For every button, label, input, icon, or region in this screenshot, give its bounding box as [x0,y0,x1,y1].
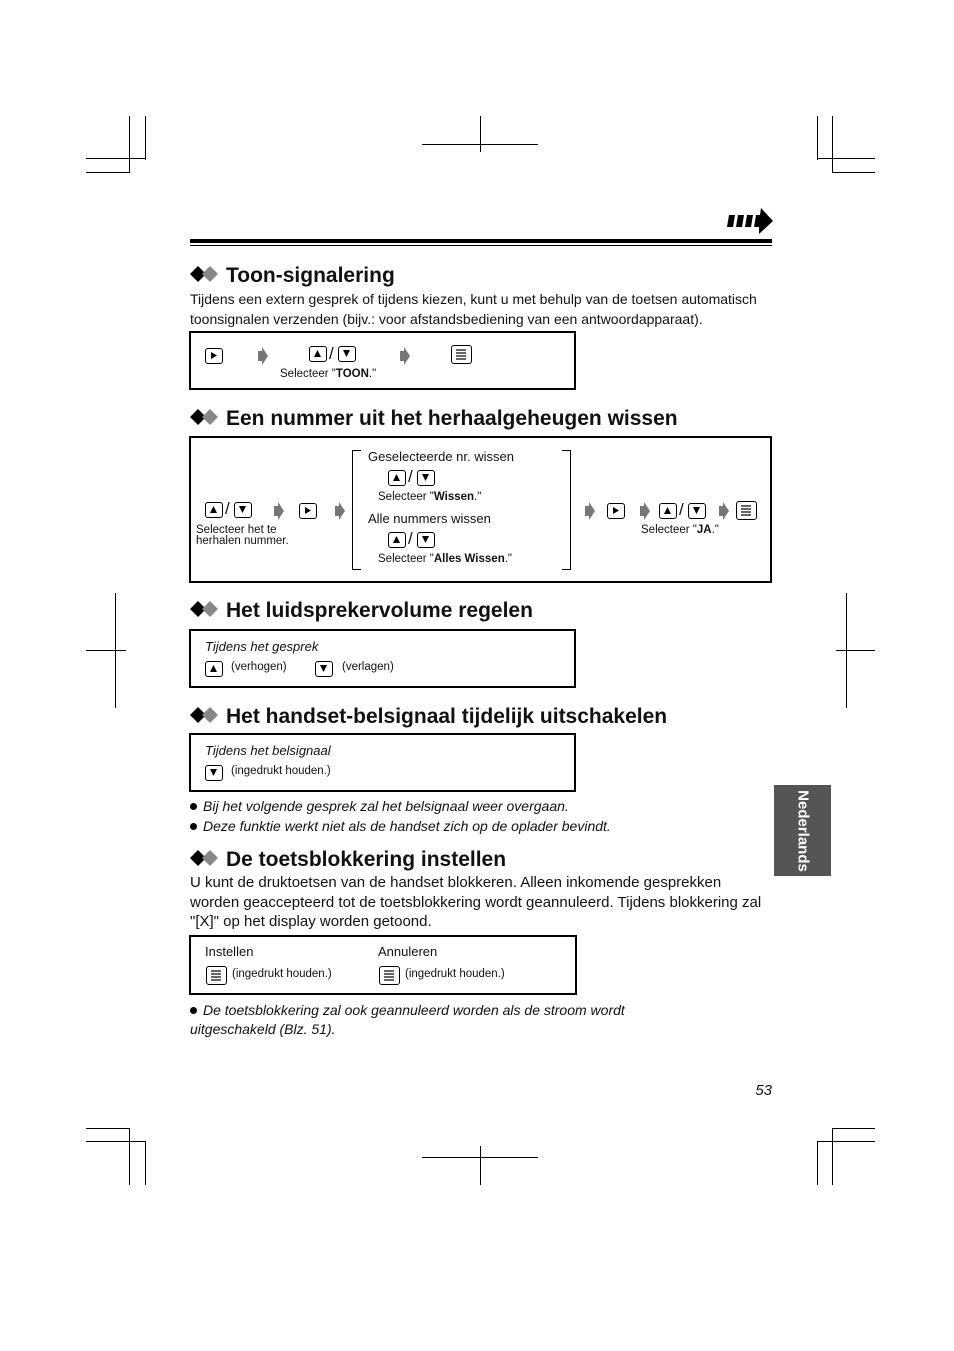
blokkering-description: U kunt de druktoetsen van de handset blokkeren. Alleen inkomende gesprekken worden geaccepteerd tot de toetsblokkering wordt geannuleerd. Tijdens blokkering zal "[X]" op het display worden getoond. [190,874,762,930]
crop-mark [832,1128,833,1185]
crop-mark [86,158,146,159]
slash: / [225,499,230,518]
crop-mark [86,172,130,173]
step-arrow-icon [272,502,284,525]
up-key-icon [388,532,406,548]
volume-up-label: (verhogen) [231,661,287,673]
crop-mark [145,116,146,160]
step-arrow-icon [256,347,268,370]
down-key-icon [234,502,252,518]
header-rule [190,239,772,243]
step-arrow-icon [333,502,345,525]
section-title-text: De toetsblokkering instellen [226,848,507,871]
crop-mark [86,650,126,651]
crop-mark [817,158,875,159]
blokkering-set-label: Instellen [205,944,254,959]
crop-mark [129,1128,130,1185]
header-rule-thin [190,245,772,246]
diamond-icon [190,601,218,617]
step-arrow-icon [717,502,729,525]
diamond-icon [190,409,218,425]
crop-mark [480,1146,481,1185]
right-key-icon [607,503,625,519]
slash: / [329,344,334,363]
section-title-blokkering [190,848,506,872]
crop-mark [817,116,818,160]
down-key-icon [338,346,356,362]
slash: / [679,500,684,519]
wissen-option2-caption: Selecteer "Alles Wissen." [378,553,512,565]
menu-key-icon [451,345,472,364]
crop-mark [480,116,481,152]
page-number: 53 [755,1082,772,1099]
bracket-right [562,450,571,570]
language-side-tab [774,785,831,876]
down-key-icon [417,470,435,486]
up-key-icon [388,470,406,486]
up-key-icon [309,346,327,362]
up-key-icon [659,503,677,519]
belsignaal-note-2: Deze funktie werkt niet als de handset zich op de oplader bevindt. [190,818,611,834]
wissen-option2-label: Alle nummers wissen [368,511,491,526]
language-side-tab-label: Nederlands [794,789,811,872]
wissen-right-caption: Selecteer "JA." [641,524,719,536]
belsignaal-hold-label: (ingedrukt houden.) [231,765,331,777]
crop-mark [832,1128,875,1129]
slash: / [408,529,413,548]
crop-mark [145,1141,146,1185]
section-title-wissen [190,407,678,431]
crop-mark [836,650,875,651]
wissen-option1-caption: Selecteer "Wissen." [378,491,482,503]
right-key-icon [299,503,317,519]
section-title-text: Het luidsprekervolume regelen [226,599,533,622]
volume-down-label: (verlagen) [342,661,394,673]
menu-key-icon [379,966,400,985]
right-key-icon [205,348,223,364]
blokkering-note: De toetsblokkering zal ook geannuleerd worden als de stroom wordt uitgeschakeld (Blz. 51). [190,1002,625,1037]
crop-mark [832,116,833,172]
volume-context: Tijdens het gesprek [205,639,319,654]
step-arrow-icon [583,502,595,525]
menu-key-icon [736,501,757,520]
toon-caption: Selecteer "TOON." [280,368,377,380]
crop-mark [817,1141,875,1142]
volume-box [189,629,576,688]
crop-mark [86,1128,130,1129]
down-key-icon [417,532,435,548]
section-title-text: Het handset-belsignaal tijdelijk uitschakelen [226,705,668,728]
wissen-option1-label: Geselecteerde nr. wissen [368,449,514,464]
section-title-belsignaal [190,705,667,729]
section-title-toon [190,264,395,288]
step-arrow-icon [638,502,650,525]
slash: / [408,467,413,486]
toon-description: Tijdens een extern gesprek of tijdens kiezen, kunt u met behulp van de toetsen automatisch toonsignalen verzenden (bijv.: voor afstandsbediening van een antwoordapparaat). [190,291,757,327]
blokkering-set-hold: (ingedrukt houden.) [232,968,332,980]
crop-mark [86,1141,146,1142]
blokkering-cancel-hold: (ingedrukt houden.) [405,968,505,980]
step-arrow-icon [398,347,410,370]
up-key-icon [205,502,223,518]
wissen-left-caption: Selecteer het te herhalen nummer. [196,524,289,547]
diamond-icon [190,266,218,282]
down-key-icon [205,765,223,781]
bracket-left [352,450,361,570]
belsignaal-note-1: Bij het volgende gesprek zal het belsignaal weer overgaan. [190,798,569,814]
menu-key-icon [206,966,227,985]
belsignaal-context: Tijdens het belsignaal [205,743,331,758]
belsignaal-box [189,733,576,792]
continue-arrow-icon [727,207,773,240]
up-key-icon [205,661,223,677]
blokkering-cancel-label: Annuleren [378,944,438,959]
diamond-icon [190,850,218,866]
section-title-text: Toon-signalering [226,264,395,287]
toon-procedure-box [189,331,576,390]
crop-mark [817,1141,818,1185]
crop-mark [129,116,130,172]
down-key-icon [315,661,333,677]
down-key-icon [688,503,706,519]
diamond-icon [190,707,218,723]
section-title-text: Een nummer uit het herhaalgeheugen wissen [226,407,678,430]
section-title-volume [190,599,533,623]
crop-mark [832,172,875,173]
